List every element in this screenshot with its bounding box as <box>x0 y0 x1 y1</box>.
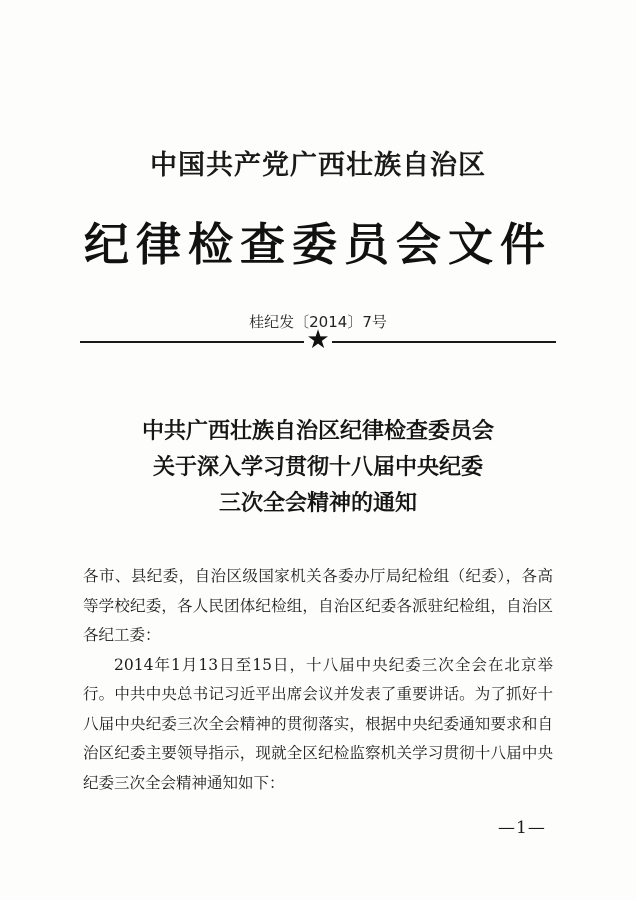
notice-title-line: 三次全会精神的通知 <box>218 490 417 516</box>
document-body <box>83 562 553 798</box>
recipients-paragraph: 各市、县纪委，自治区级国家机关各委办厅局纪检组（纪委），各高等学校纪委，各人民团体纪检组，自治区纪委各派驻纪检组，自治区各纪工委： <box>83 567 553 644</box>
body-paragraph: 2014年1月13日至15日，十八届中央纪委三次全会在北京举行。中共中央总书记习近平出席会议并发表了重要讲话。为了抓好十八届中央纪委三次全会精神的贯彻落实，根据中央纪委通知要求和自治区纪委主要领导指示，现就全区纪检监察机关学习贯彻十八届中央纪委三次全会精神通知如下： <box>83 655 553 792</box>
notice-title-line: 关于深入学习贯彻十八届中央纪委 <box>152 454 483 480</box>
document-number: 桂纪发〔2014〕7号 <box>249 313 387 331</box>
divider-rule-left <box>80 341 304 343</box>
divider-rule-right <box>332 341 556 343</box>
notice-title <box>0 413 636 521</box>
document-type-heading: 纪律检查委员会文件 <box>83 218 552 271</box>
header-divider <box>80 325 556 355</box>
notice-title-line: 中共广西壮族自治区纪律检查委员会 <box>141 418 494 444</box>
star-icon: ★ <box>306 325 330 355</box>
issuing-organization: 中国共产党广西壮族自治区 <box>150 150 486 181</box>
page-number: —1— <box>498 818 546 838</box>
